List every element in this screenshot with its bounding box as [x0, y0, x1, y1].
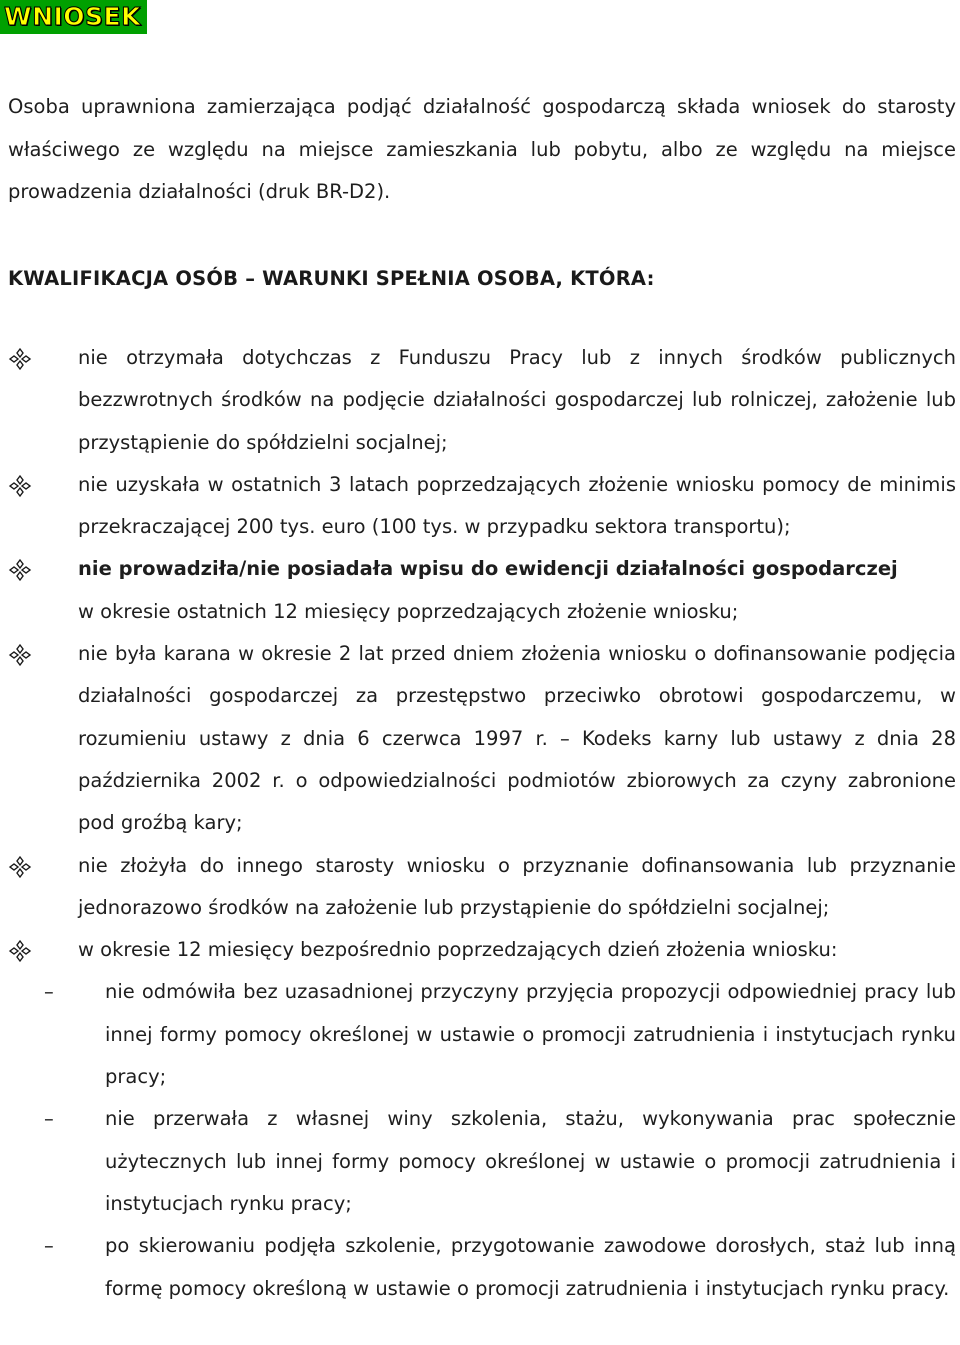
diamond-quad-bullet-icon [8, 855, 32, 879]
dash-bullet: – [44, 980, 54, 1004]
list-item-text: w okresie 12 miesięcy bezpośrednio poprzedzających dzień złożenia wniosku: [78, 938, 838, 962]
diamond-quad-bullet-icon [8, 474, 32, 498]
sub-list-item [0, 971, 960, 1098]
sub-list-item-text: po skierowaniu podjęła szkolenie, przygotowanie zawodowe dorosłych, staż lub inną formę pomocy określoną w ustawie o promocji zatrudnienia i instytucjach rynku pracy. [105, 1234, 956, 1300]
list-item [0, 633, 960, 844]
list-item-text: nie uzyskała w ostatnich 3 latach poprzedzających złożenie wniosku pomocy de minimis przekraczającej 200 tys. euro (100 tys. w przypadku sektora transportu); [78, 472, 956, 539]
sub-list-item-text: nie przerwała z własnej winy szkolenia, stażu, wykonywania prac społecznie użytecznych lub innej formy pomocy określonej w ustawie o promocji zatrudnienia i instytucjach rynku pracy; [105, 1107, 956, 1215]
conditions-list [0, 337, 960, 1310]
list-item-text: nie była karana w okresie 2 lat przed dniem złożenia wniosku o dofinansowanie podjęcia działalności gospodarczej za przestępstwo przeciwko obrotowi gospodarczemu, w rozumieniu ustawy z dnia 6 czerwca 1997 r. – Kodeks karny lub ustawy z dnia 28 października 2002 r. o odpowiedzialności podmiotów zbiorowych za czyny zabronione pod groźbą kary; [78, 642, 956, 835]
sub-list-item [0, 1225, 960, 1310]
dash-bullet: – [44, 1234, 54, 1258]
list-item [0, 845, 960, 930]
list-item-text: nie otrzymała dotychczas z Funduszu Pracy lub z innych środków publicznych bezzwrotnych środków na podjęcie działalności gospodarczej lub rolniczej, założenie lub przystąpienie do spółdzielni socjalnej; [78, 346, 956, 454]
sub-list-item [0, 1098, 960, 1225]
list-item [0, 464, 960, 549]
diamond-quad-bullet-icon [8, 939, 32, 963]
list-item-text: w okresie ostatnich 12 miesięcy poprzedzających złożenie wniosku; [78, 599, 739, 623]
list-item [0, 929, 960, 971]
intro-paragraph: Osoba uprawniona zamierzająca podjąć działalność gospodarczą składa wniosek do starosty właściwego ze względu na miejsce zamieszkania lub pobytu, albo ze względu na miejsce prowadzenia działalności (druk BR-D2). [8, 95, 956, 203]
dash-bullet: – [44, 1107, 54, 1131]
diamond-quad-bullet-icon [8, 558, 32, 582]
list-item-lead-bold: nie prowadziła/nie posiadała wpisu do ewidencji działalności gospodarczej [78, 557, 898, 581]
sub-list-item-text: nie odmówiła bez uzasadnionej przyczyny przyjęcia propozycji odpowiedniej pracy lub innej formy pomocy określonej w ustawie o promocji zatrudnienia i instytucjach rynku pracy; [105, 980, 956, 1089]
list-item [0, 337, 960, 464]
document-title: WNIOSEK [0, 0, 147, 34]
diamond-quad-bullet-icon [8, 347, 32, 371]
section-heading: KWALIFIKACJA OSÓB – WARUNKI SPEŁNIA OSOBA, KTÓRA: [8, 267, 655, 290]
list-item [0, 548, 960, 633]
diamond-quad-bullet-icon [8, 643, 32, 667]
list-item-text: nie złożyła do innego starosty wniosku o przyznanie dofinansowania lub przyznanie jednorazowo środków na założenie lub przystąpienie do spółdzielni socjalnej; [78, 853, 956, 919]
